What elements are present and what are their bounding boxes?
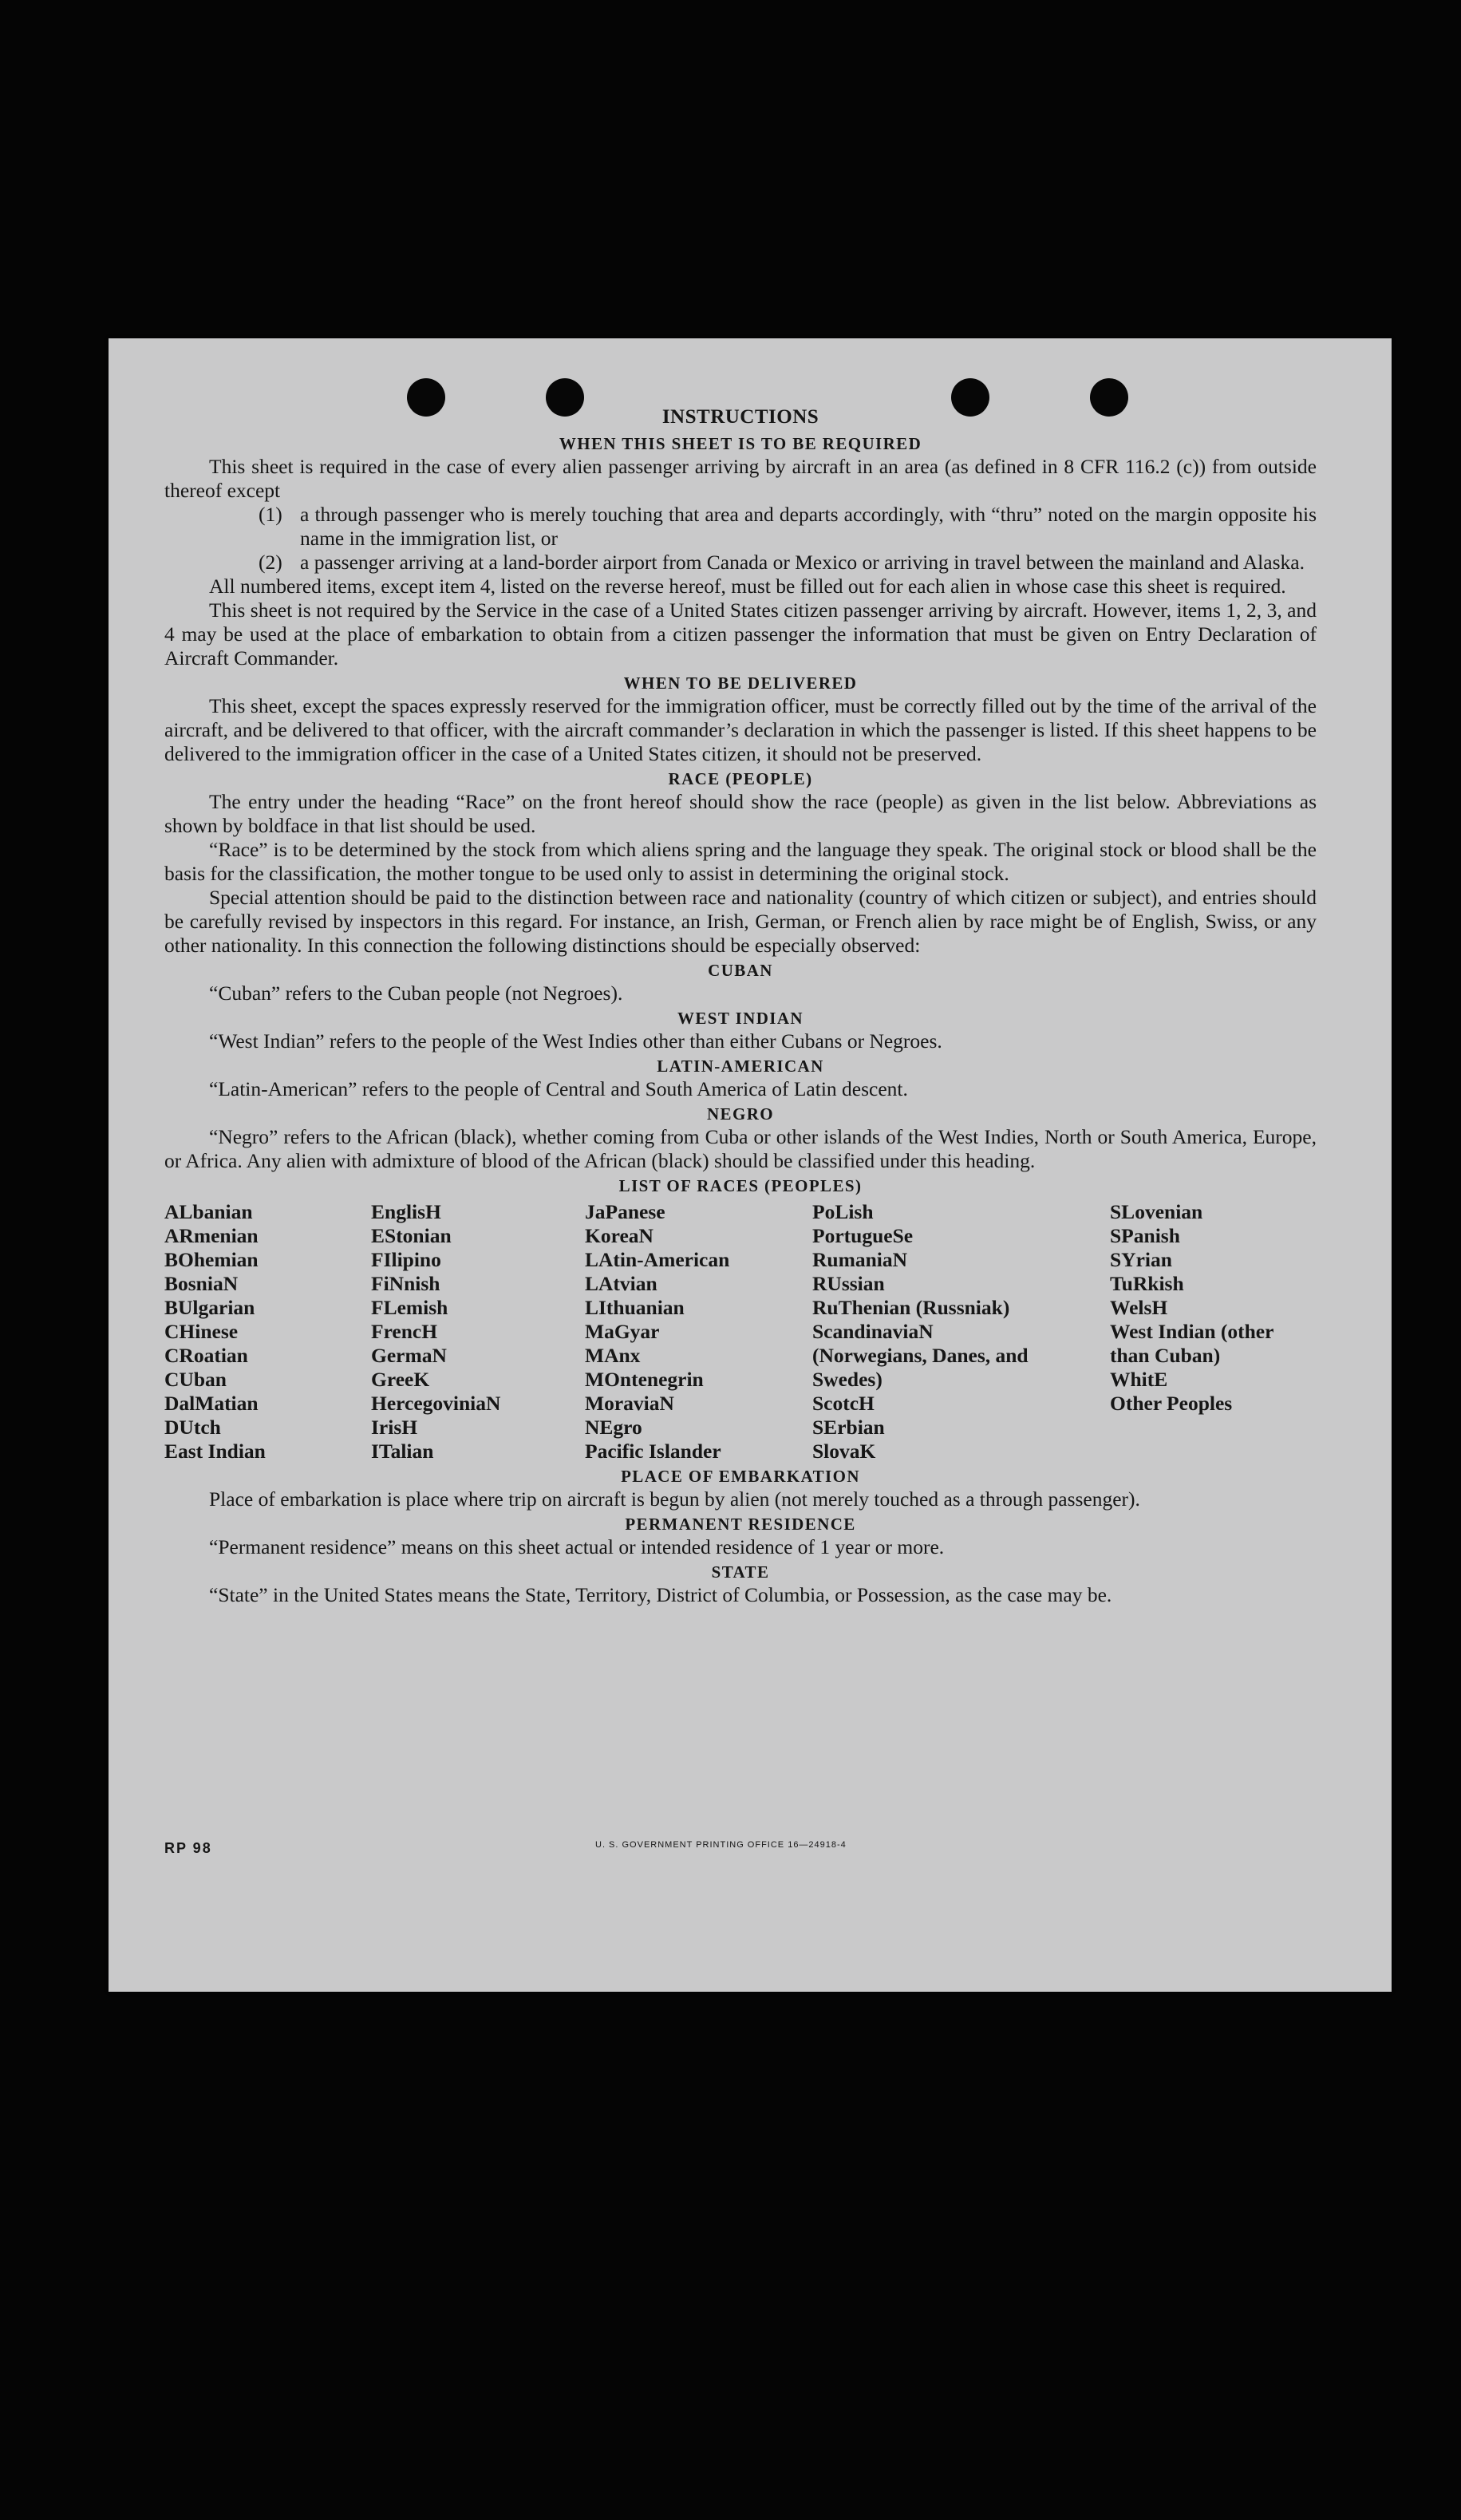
heading-west-indian: WEST INDIAN: [677, 1009, 804, 1028]
race-entry: WelsH: [1110, 1296, 1168, 1319]
race-entry: FIlipino: [371, 1248, 441, 1271]
race-entry: West Indian (other than Cuban): [1110, 1320, 1273, 1367]
race-entry: KoreaN: [585, 1224, 654, 1247]
race-entry: LAtvian: [585, 1272, 657, 1295]
race-entry: CHinese: [164, 1320, 239, 1343]
race-entry: PortugueSe: [812, 1224, 914, 1247]
race-entry: RuThenian (Russniak): [812, 1296, 1010, 1319]
heading-permanent-residence: PERMANENT RESIDENCE: [625, 1515, 856, 1534]
race-entry: RUssian: [812, 1272, 885, 1295]
exception-number: (1): [259, 503, 282, 526]
heading-races-list: LIST OF RACES (PEOPLES): [618, 1176, 863, 1195]
race-entry: CRoatian: [164, 1344, 248, 1367]
paragraph-place-of-embarkation: Place of embarkation is place where trip on aircraft is begun by alien (not merely touched as a through passenger).: [209, 1487, 1140, 1511]
race-entry: PoLish: [812, 1200, 874, 1223]
paragraph-when-delivered: This sheet, except the spaces expressly reserved for the immigration officer, must be correctly filled out by the time of the arrival of the aircraft, and be delivered to that officer, with the aircraft commander’s declaration in which the passenger is listed. If this sheet happens to be delivered to the immigration officer in the case of a United States citizen, it should not be preserved.: [164, 694, 1317, 765]
race-entry: DUtch: [164, 1416, 221, 1439]
race-entry: MaGyar: [585, 1320, 660, 1343]
page-footer: [164, 1840, 1317, 1864]
race-entry: IrisH: [371, 1416, 418, 1439]
race-entry: HercegoviniaN: [371, 1392, 501, 1415]
races-column: [164, 1200, 371, 1463]
race-entry: MoraviaN: [585, 1392, 674, 1415]
paragraph-race-definition: “Race” is to be determined by the stock from which aliens spring and the language they speak. The original stock or blood shall be the basis for the classification, the mother tongue to be used only to assist in determining the original stock.: [164, 838, 1317, 885]
paragraph-permanent-residence: “Permanent residence” means on this sheet actual or intended residence of 1 year or more.: [209, 1535, 945, 1558]
race-entry: Pacific Islander: [585, 1440, 721, 1463]
race-entry: SPanish: [1110, 1224, 1180, 1247]
races-column: [371, 1200, 585, 1463]
paragraph-cuban: “Cuban” refers to the Cuban people (not Negroes).: [209, 982, 623, 1005]
exception-item: [259, 503, 1317, 551]
race-entry: East Indian: [164, 1440, 266, 1463]
paragraph-race-nationality: Special attention should be paid to the distinction between race and nationality (country of which citizen or subject), and entries should be carefully revised by inspectors in this regard. For instance, an Irish, German, or French alien by race might be of English, Swiss, or any other nationality. In this connection the following distinctions should be especially observed:: [164, 886, 1317, 957]
race-entry: EnglisH: [371, 1200, 441, 1223]
race-entry: RumaniaN: [812, 1248, 908, 1271]
heading-race: RACE (PEOPLE): [668, 769, 813, 788]
form-number: RP 98: [164, 1840, 212, 1856]
race-entry: TuRkish: [1110, 1272, 1184, 1295]
race-entry: JaPanese: [585, 1200, 665, 1223]
race-entry: SLovenian: [1110, 1200, 1203, 1223]
race-entry: BosniaN: [164, 1272, 239, 1295]
race-entry: NEgro: [585, 1416, 642, 1439]
race-entry: GreeK: [371, 1368, 430, 1391]
heading-state: STATE: [711, 1562, 770, 1582]
race-entry: GermaN: [371, 1344, 447, 1367]
paragraph-numbered-items: All numbered items, except item 4, listed on the reverse hereof, must be filled out for each alien in whose case this sheet is required.: [209, 575, 1286, 598]
race-entry: WhitE: [1110, 1368, 1168, 1391]
race-entry: EStonian: [371, 1224, 452, 1247]
paragraph-latin-american: “Latin-American” refers to the people of Central and South America of Latin descent.: [209, 1077, 908, 1100]
heading-latin-american: LATIN-AMERICAN: [657, 1057, 824, 1076]
race-entry: DalMatian: [164, 1392, 259, 1415]
paragraph-when-required: This sheet is required in the case of every alien passenger arriving by aircraft in an area (as defined in 8 CFR 116.2 (c)) from outside thereof except: [164, 455, 1317, 502]
printer-imprint: U. S. GOVERNMENT PRINTING OFFICE 16—24918-4: [595, 1840, 847, 1850]
races-column: [1110, 1200, 1317, 1463]
race-entry: ARmenian: [164, 1224, 259, 1247]
exception-number: (2): [259, 551, 282, 574]
race-entry: SlovaK: [812, 1440, 876, 1463]
exception-item: [259, 551, 1317, 575]
document-sheet: [109, 338, 1392, 1992]
exception-text: a through passenger who is merely touching that area and departs accordingly, with “thru” noted on the margin opposite his name in the immigration list, or: [300, 503, 1317, 550]
paragraph-state: “State” in the United States means the State, Territory, District of Columbia, or Possession, as the case may be.: [209, 1583, 1112, 1606]
race-entry: FrencH: [371, 1320, 438, 1343]
heading-cuban: CUBAN: [708, 961, 773, 980]
race-entry: LIthuanian: [585, 1296, 685, 1319]
race-entry: SErbian: [812, 1416, 885, 1439]
paragraph-citizen-passenger: This sheet is not required by the Service in the case of a United States citizen passenger arriving by aircraft. However, items 1, 2, 3, and 4 may be used at the place of embarkation to obtain from a citizen passenger the information that must be given on Entry Declaration of Aircraft Commander.: [164, 598, 1317, 669]
races-column: [585, 1200, 812, 1463]
page-title: INSTRUCTIONS: [661, 406, 819, 428]
heading-negro: NEGRO: [706, 1104, 774, 1124]
exception-text: a passenger arriving at a land-border airport from Canada or Mexico or arriving in travel between the mainland and Alaska.: [300, 551, 1305, 574]
races-column: [812, 1200, 1110, 1463]
race-entry: MAnx: [585, 1344, 641, 1367]
race-entry: FiNnish: [371, 1272, 440, 1295]
race-entry: SYrian: [1110, 1248, 1172, 1271]
race-entry: ITalian: [371, 1440, 434, 1463]
race-entry: MOntenegrin: [585, 1368, 704, 1391]
races-list: [164, 1200, 1317, 1463]
race-entry: FLemish: [371, 1296, 448, 1319]
heading-when-required: WHEN THIS SHEET IS TO BE REQUIRED: [559, 434, 922, 453]
paragraph-race-entry: The entry under the heading “Race” on the front hereof should show the race (people) as given in the list below. Abbreviations as shown by boldface in that list should be used.: [164, 790, 1317, 837]
race-entry: ALbanian: [164, 1200, 253, 1223]
race-entry: Other Peoples: [1110, 1392, 1233, 1415]
heading-place-of-embarkation: PLACE OF EMBARKATION: [621, 1467, 860, 1486]
heading-when-delivered: WHEN TO BE DELIVERED: [623, 673, 858, 693]
paragraph-west-indian: “West Indian” refers to the people of the West Indies other than either Cubans or Negroes.: [209, 1029, 942, 1053]
race-entry: BOhemian: [164, 1248, 259, 1271]
race-entry: ScotcH: [812, 1392, 875, 1415]
instructions-body: [164, 404, 1317, 1607]
race-entry: LAtin-American: [585, 1248, 730, 1271]
race-entry: CUban: [164, 1368, 227, 1391]
race-entry: BUlgarian: [164, 1296, 255, 1319]
paragraph-negro: “Negro” refers to the African (black), whether coming from Cuba or other islands of the West Indies, North or South America, Europe, or Africa. Any alien with admixture of blood of the African (black) should be classified under this heading.: [164, 1125, 1317, 1172]
race-entry: ScandinaviaN (Norwegians, Danes, and Swedes): [812, 1320, 1029, 1391]
